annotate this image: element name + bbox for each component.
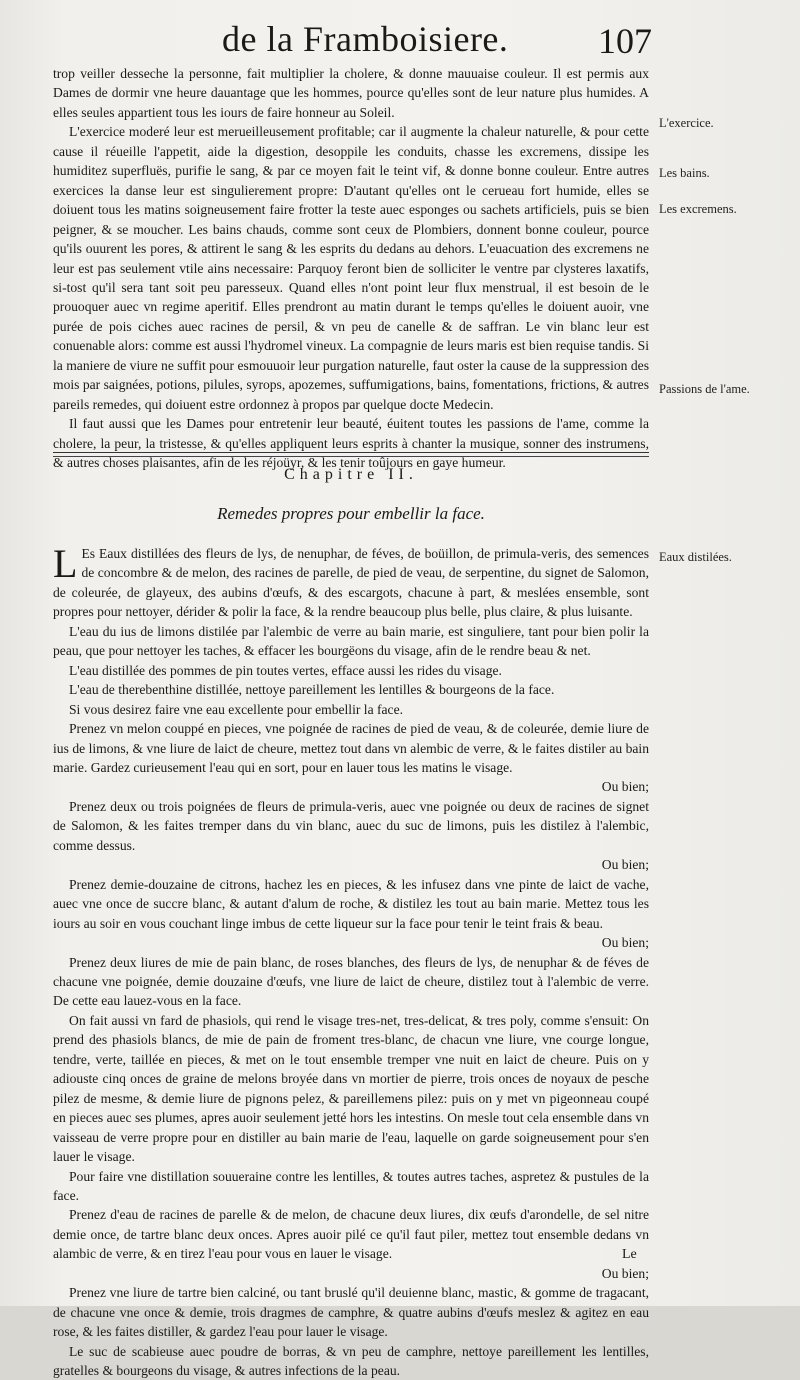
paragraph-citron-recipe: Prenez demie-douzaine de citrons, hachez les en pieces, & les infusez dans vne pinte de laict de vache, auec vne once de succre blanc, & autant d'alum de roche, & distilez les tout au bain marie. Mettez tous les iours au soir en vous couchant linge imbus de cette liqueur sur la face pour tenir le teint frais & beau. bbox=[53, 876, 649, 931]
margin-note-distilled-waters: Eaux distilées. bbox=[659, 550, 732, 564]
paragraph-turpentine: L'eau de therebenthine distillée, nettoye pareillement les lentilles & bourgeons de la face. bbox=[69, 682, 555, 698]
paragraph-parelle-recipe: Prenez d'eau de racines de parelle & de melon, de chacune deux liures, dix œufs d'arondelle, de sel nitre demie once, de tartre blanc deux onces. Apres auoir pilé ce qu'il faut piler, mettez tout ensemble dedans vn alambic de verre, & en tirez l'eau pour vous en lauer le visage. bbox=[53, 1207, 649, 1262]
paragraph-passions: Il faut aussi que les Dames pour entretenir leur beauté, éuitent toutes les passions de l'ame, comme la cholere, la peur, la tristesse, & qu'elles appliquent leurs esprits à chanter la musique, sonner des instrumens, & autres choses plaisantes, afin de les réjoüyr, & les tenir toûjours en gaye humeur. bbox=[53, 416, 649, 471]
or-else-3: Ou bien; bbox=[601, 935, 649, 951]
margin-note-excrements: Les excremens. bbox=[659, 202, 737, 216]
margin-note-exercise: L'exercice. bbox=[659, 116, 714, 130]
page-header bbox=[0, 18, 800, 66]
paragraph-tartar-recipe: Prenez vne liure de tartre bien calciné, ou tant bruslé qu'il deuienne blanc, mastic, & gomme de tragacant, de chacune vne once & demie, trois dragmes de camphre, & quatre aubins d'œufs meslez & agitez en eau rose, & les faites distiller, & gardez l'eau pour lauer le visage. bbox=[53, 1285, 649, 1340]
paragraph-pine-water: L'eau distillée des pommes de pin toutes vertes, efface aussi les rides du visage. bbox=[69, 662, 502, 678]
paragraph-exercise: L'exercice moderé leur est merueilleusement profitable; car il augmente la chaleur naturelle, & pour cette cause il réueille l'appetit, aide la digestion, desoppile les conduits, chasse les excremens, dissipe les humiditez superfluës, purifie le sang, & par ce moyen fait le teint vif, & donne bonne couleur. Entre autres exercices la danse leur est singulierement propre: D'autant qu'elles ont le cerueau fort humide, elles se doiuent tous les matins soigneusement faire frotter la teste auec esponges ou sachets artificiels, puis se bien peigner, & se moucher. Les bains chauds, comme sont ceux de Plombiers, donnent bonne couleur, pource qu'ils ouurent les pores, & attirent le sang & les esprits du dedans au dehors. L'euacuation des excremens ne leur est pas seulement vtile ains necessaire: Parquoy feront bien de solliciter le ventre par clysteres laxatifs, si-tost qu'il sera tant soit peu paresseux. Quand elles n'ont point leur flux menstrual, il est besoin de le prouoquer auec vn regime aperitif. Elles prendront au matin durant le temps qu'elles le doiuent auoir, vne purée de pois ciches auec racines de persil, & vn peu de canelle & de saffran. Le vin blanc leur est conuenable alors: comme est aussi l'hydromel vineux. La compagnie de leurs maris est bien requise tandis. Si la maniere de viure ne suffit pour esmouuoir leur purgation naturelle, faut oster la cause de la suppression des mois par saignées, potions, pilules, syrops, apozemes, suffumigations, bains, fomentations, frictions, & autres pareils remedes, qui doiuent estre ordonnez à propos par quelque docte Medecin. bbox=[53, 124, 649, 412]
drop-cap: L bbox=[53, 541, 78, 586]
paragraph-phasiol-fard: On fait aussi vn fard de phasiols, qui rend le visage tres-net, tres-delicat, & tres poly, comme s'ensuit: On prend des phasiols blancs, de mie de pain de froment tres-blanc, de chacun vne liure, vne courge longue, tendre, verte, taillée en pieces, & met on le tout ensemble tremper vne nuit en laict de cheure. Puis on y adiouste cinq onces de graine de melons broyée dans vn mortier de pierre, trois onces de noyaux de pesche pilez de mesme, & demie liure de pignons pelez, & pareillemens pilez: puis on y met vn pigeonneau coupé en pieces auec ses plumes, apres auoir seulement jetté hors les intestins. On mesle tout cela ensemble dans vn vaisseau de verre propre pour en distiller au bain marie de l'eau, laquelle on garde soigneusement pour s'en lauer le visage. bbox=[53, 1012, 649, 1165]
paragraph-intro bbox=[53, 541, 649, 622]
paragraph-scabious: Le suc de scabieuse auec poudre de borras, & vn peu de camphre, nettoye pareillement les lentilles, gratelles & bourgeons du visage, & autres infections de la peau. bbox=[53, 1343, 649, 1379]
paragraph-melon-recipe: Prenez vn melon couppé en pieces, vne poignée de racines de pied de veau, & de coleurée, demie liure de ius de limons, & vne liure de laict de cheure, mettez tout dans vn alembic de verre, & le faites distiler au bain marie. Gardez curieusement l'eau qui en sort, pour en lauer tous les matins le visage. bbox=[53, 721, 649, 775]
paragraph-excellent-water: Si vous desirez faire vne eau excellente pour embellir la face. bbox=[69, 701, 404, 717]
chapter-subtitle: Remedes propres pour embellir la face. bbox=[217, 504, 485, 523]
page-number: 107 bbox=[598, 21, 652, 61]
catchword: Le bbox=[622, 1247, 637, 1262]
paragraph-primula-recipe: Prenez deux ou trois poignées de fleurs de primula-veris, auec vne poignée ou deux de racines de signet de Salomon, & les faites tremper dans du vin blanc, auec du suc de limons, puis les distilez à l'alembic, comme dessus. bbox=[53, 798, 649, 853]
or-else-2: Ou bien; bbox=[601, 857, 649, 873]
chapter-text-block bbox=[53, 541, 649, 1380]
paragraph-sovereign-distillation: Pour faire vne distillation souueraine contre les lentilles, & toutes autres taches, aspretez & pustules de la face. bbox=[53, 1168, 649, 1203]
chapter-heading: Chapitre II. bbox=[284, 466, 418, 483]
margin-note-passions: Passions de l'ame. bbox=[659, 382, 750, 396]
paragraph-bread-recipe: Prenez deux liures de mie de pain blanc, de roses blanches, des fleurs de lys, de nenuphar & de féves de chacune vne poignée, demie douzaine d'œufs, vne liure de laict de cheure, distilez tout à l'alembic de verre. De cette eau lauez-vous en la face. bbox=[53, 954, 649, 1009]
chapter-rule-top bbox=[53, 452, 649, 453]
top-text-block bbox=[53, 64, 649, 473]
or-else-4: Ou bien; bbox=[601, 1265, 649, 1281]
margin-note-baths: Les bains. bbox=[659, 166, 710, 180]
paragraph-sleep: trop veiller desseche la personne, fait multiplier la cholere, & donne mauuaise couleur. Il est permis aux Dames de dormir vne heure dauantage que les hommes, pource qu'elles sont de leur nature plus humides. A elles seules appartient tous les iours de faire honneur au Soleil. bbox=[53, 66, 649, 120]
paragraph-intro-text: Es Eaux distillées des fleurs de lys, de nenuphar, de féves, de boüillon, de primula-veris, des semences de concombre & de melon, des racines de parelle, de pied de veau, de serpentine, du signet de Salomon, de coleurée, de glayeux, des aubins d'œufs, & des escargots, chacune à part, & meslées ensemble, sont propres pour nettoyer, dérider & polir la face, & la rendre beaucoup plus belle, plus claire, & plus luisante. bbox=[53, 546, 649, 620]
or-else-1: Ou bien; bbox=[601, 779, 649, 795]
running-title: de la Framboisiere. bbox=[222, 19, 509, 59]
paragraph-lemon-water: L'eau du ius de limons distilée par l'alembic de verre au bain marie, est singuliere, tant pour bien polir la peau, que pour nettoyer les taches, & effacer les bourgëons du visage, afin de le rendre beau & net. bbox=[53, 623, 649, 659]
chapter-rule-second bbox=[53, 456, 649, 457]
